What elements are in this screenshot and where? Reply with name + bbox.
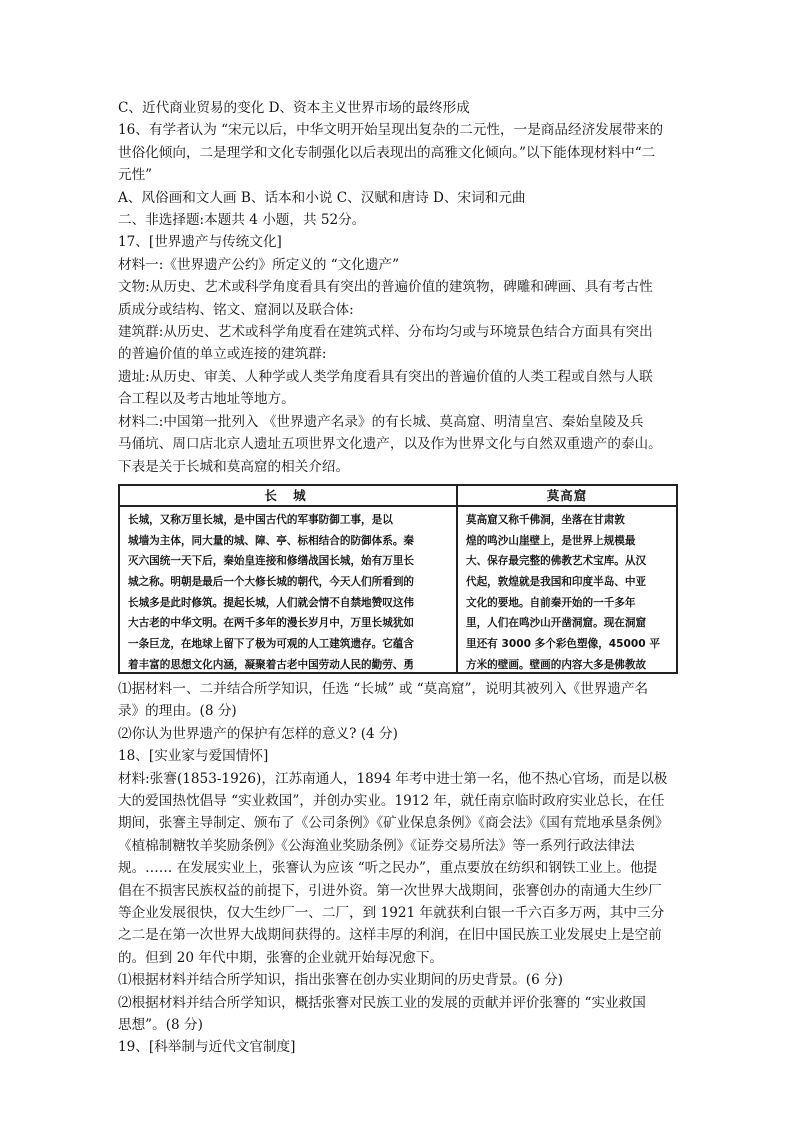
- table-text-line: 里，人们在鸣沙山开凿洞窟。现在洞窟: [466, 617, 647, 630]
- table-text-line: 煌的鸣沙山崖壁上，是世界上规模最: [466, 534, 636, 547]
- text-line: 材料一:《世界遗产公约》所定义的 “文化遗产”: [118, 256, 400, 273]
- table-text-line: 文化的要地。自前秦开始的一千多年: [466, 596, 636, 609]
- text-line: 等企业发展很快，仅大生纱厂一、二厂，到 1921 年就获利白银一千六百多万两，其中三分: [118, 904, 665, 921]
- text-line: ⑵你认为世界遗产的保护有怎样的意义? (4 分): [118, 725, 398, 742]
- text-line: 下表是关于长城和莫高窟的相关介绍。: [118, 458, 350, 475]
- text-line: 材料:张謇(1853-1926)，江苏南通人，1894 年考中进士第一名，他不热心官场，而是以极: [118, 770, 668, 787]
- text-line: 之二是在第一次世界大战期间获得的。这样丰厚的利润，在旧中国民族工业发展史上是空前: [118, 927, 662, 944]
- mogao-text: [458, 507, 676, 674]
- text-line: 世俗化倾向，二是理学和文化专制强化以后表现出的高雅文化倾向。”以下能体现材料中“二: [118, 144, 656, 161]
- text-line: ⑴据材料一、二并结合所学知识，任选 “长城” 或 “莫高窟”，说明其被列入《世界遗产名: [118, 680, 649, 697]
- table-text-line: 代起，敦煌就是我国和印度半岛、中亚: [466, 576, 647, 589]
- text-line: 材料二:中国第一批列入 《世界遗产名录》的有长城、莫高窟、明清皇宫、秦始皇陵及兵: [118, 413, 644, 430]
- bottom-text-block: [118, 678, 686, 1059]
- heritage-table: [118, 484, 678, 674]
- text-line: C、近代商业贸易的变化 D、资本主义世界市场的最终形成: [118, 100, 470, 116]
- text-line: 元性”: [118, 167, 153, 184]
- mogao-header: 莫高窟: [458, 486, 676, 507]
- great-wall-column: [120, 486, 458, 672]
- great-wall-header: 长 城: [120, 486, 456, 507]
- text-line: 马俑坑、周口店北京人遗址五项世界文化遗产，以及作为世界文化与自然双重遗产的泰山。: [118, 436, 662, 453]
- text-line: 17、[世界遗产与传统文化]: [118, 234, 282, 251]
- text-line: 的普遍价值的单立或连接的建筑群:: [118, 346, 327, 363]
- table-text-line: 大古老的中华文明。在两千多年的漫长岁月中，万里长城犹如: [128, 617, 415, 630]
- text-line: 《植棉制糖牧羊奖励条例》《公海渔业奖励条例》《证券交易所法》等一系列行政法律法: [118, 837, 635, 854]
- table-text-line: 大、保存最完整的佛教艺术宝库。从汉: [466, 555, 647, 568]
- table-text-line: 莫高窟又称千佛洞，坐落在甘肃敦: [466, 513, 625, 526]
- table-text-line: 城墙为主体，同大量的城、障、亭、标相结合的防御体系。秦: [128, 534, 415, 547]
- text-line: ⑵根据材料并结合所学知识，概括张謇对民族工业的发展的贡献并评价张謇的 “实业救国: [118, 994, 646, 1011]
- text-line: 期间，张謇主导制定、颁布了《公司条例》《矿业保息条例》《商会法》《国有荒地承垦条例》: [118, 815, 669, 832]
- table-text-line: 一条巨龙，在地球上留下了极为可观的人工建筑遗存。它蕴含: [128, 638, 415, 651]
- text-line: 倡在不损害民族权益的前提下，引进外资。第一次世界大战期间，张謇创办的南通大生纱厂: [118, 882, 662, 899]
- table-text-line: 灭六国统一天下后，秦始皇连接和修缮战国长城，始有万里长: [128, 555, 415, 568]
- table-text-line: 城之称。明朝是最后一个大修长城的朝代，今天人们所看到的: [128, 576, 415, 589]
- top-text-block: [118, 97, 686, 478]
- text-line: 质成分或结构、铭文、窟洞以及联合体:: [118, 301, 354, 318]
- text-line: 录》的理由。(8 分): [118, 703, 237, 720]
- text-line: 合工程以及考古地址等地方。: [118, 391, 295, 408]
- page-content: [118, 97, 686, 1059]
- table-text-line: 方米的壁画。壁画的内容大多是佛教故: [466, 658, 647, 671]
- text-line: 18、[实业家与爱国情怀]: [118, 748, 269, 765]
- text-line: 的。但到 20 年代中期，张謇的企业就开始每况愈下。: [118, 949, 444, 966]
- text-line: 思想”。(8 分): [118, 1017, 203, 1033]
- text-line: A、风俗画和文人画 B、话本和小说 C、汉赋和唐诗 D、宋词和元曲: [118, 189, 526, 206]
- text-line: 16、有学者认为 “宋元以后，中华文明开始呈现出复杂的二元性，一是商品经济发展带来的: [118, 122, 664, 139]
- text-line: 文物:从历史、艺术或科学角度看具有突出的普遍价值的建筑物，碑雕和碑画、具有考古性: [118, 279, 653, 296]
- text-line: 遗址:从历史、审美、人种学或人类学角度看具有突出的普遍价值的人类工程或自然与人联: [118, 368, 653, 385]
- text-line: ⑴根据材料并结合所学知识，指出张謇在创办实业期间的历史背景。(6 分): [118, 972, 563, 989]
- text-line: 二、非选择题:本题共 4 小题，共 52分。: [118, 212, 366, 229]
- table-text-line: 长城，又称万里长城，是中国古代的军事防御工事，是以: [128, 513, 393, 526]
- text-line: 大的爱国热忱倡导 “实业救国”，并创办实业。1912 年，就任南京临时政府实业总长，在任: [118, 792, 665, 809]
- text-line: 规。…… 在发展实业上，张謇认为应该 “听之民办”，重点要放在纺织和钢铁工业上。他提: [118, 860, 658, 877]
- table-text-line: 着丰富的思想文化内涵，凝聚着古老中国劳动人民的勤劳、勇: [128, 658, 415, 671]
- text-line: 建筑群:从历史、艺术或科学角度看在建筑式样、分布均匀或与环境景色结合方面具有突出: [118, 324, 653, 341]
- table-text-line: 长城多是此时修筑。提起长城，人们就会情不自禁地赞叹这伟: [128, 596, 415, 609]
- great-wall-text: [120, 507, 456, 674]
- text-line: 19、[科举制与近代文官制度]: [118, 1039, 296, 1056]
- mogao-column: [458, 486, 676, 672]
- table-text-line: 里还有 3000 多个彩色塑像，45000 平: [466, 638, 660, 651]
